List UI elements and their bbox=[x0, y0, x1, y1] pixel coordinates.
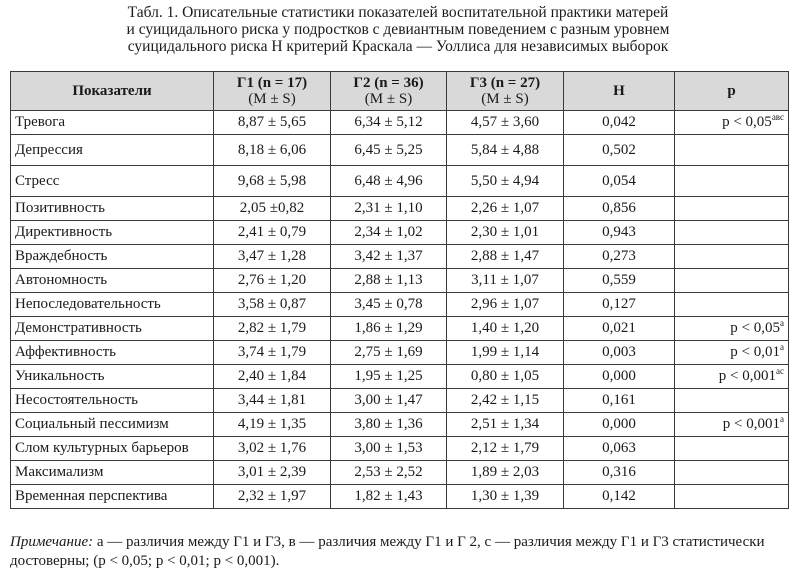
row-label: Враждебность bbox=[11, 245, 214, 269]
cell-p bbox=[675, 389, 789, 413]
row-label: Депрессия bbox=[11, 135, 214, 166]
header-g3 bbox=[447, 72, 564, 111]
table-row bbox=[11, 245, 789, 269]
cell-p bbox=[675, 197, 789, 221]
cell-g3: 0,80 ± 1,05 bbox=[447, 365, 564, 389]
cell-p bbox=[675, 365, 789, 389]
p-superscript: авс bbox=[771, 112, 784, 122]
cell-g2: 2,34 ± 1,02 bbox=[331, 221, 447, 245]
row-label: Социальный пессимизм bbox=[11, 413, 214, 437]
header-g1-ms: (M ± S) bbox=[248, 91, 296, 107]
cell-h: 0,003 bbox=[564, 341, 675, 365]
cell-p bbox=[675, 293, 789, 317]
cell-g1: 2,32 ± 1,97 bbox=[214, 485, 331, 509]
cell-h: 0,142 bbox=[564, 485, 675, 509]
cell-g3: 1,89 ± 2,03 bbox=[447, 461, 564, 485]
cell-p bbox=[675, 245, 789, 269]
cell-g1: 9,68 ± 5,98 bbox=[214, 166, 331, 197]
row-label: Уникальность bbox=[11, 365, 214, 389]
cell-g1: 3,44 ± 1,81 bbox=[214, 389, 331, 413]
cell-h: 0,127 bbox=[564, 293, 675, 317]
cell-g3: 4,57 ± 3,60 bbox=[447, 111, 564, 135]
header-g2-ms: (M ± S) bbox=[364, 91, 413, 107]
cell-h: 0,161 bbox=[564, 389, 675, 413]
cell-g1: 8,18 ± 6,06 bbox=[214, 135, 331, 166]
cell-g2: 6,48 ± 4,96 bbox=[331, 166, 447, 197]
cell-g3: 1,99 ± 1,14 bbox=[447, 341, 564, 365]
row-label: Демонстративность bbox=[11, 317, 214, 341]
row-label: Аффективность bbox=[11, 341, 214, 365]
header-g3-ms: (M ± S) bbox=[481, 91, 529, 107]
table-row bbox=[11, 269, 789, 293]
cell-h: 0,000 bbox=[564, 413, 675, 437]
header-indicator: Показатели bbox=[11, 72, 214, 111]
cell-p bbox=[675, 269, 789, 293]
cell-g1: 2,76 ± 1,20 bbox=[214, 269, 331, 293]
cell-g1: 4,19 ± 1,35 bbox=[214, 413, 331, 437]
table-header-row bbox=[11, 72, 789, 111]
cell-g2: 3,00 ± 1,47 bbox=[331, 389, 447, 413]
cell-g1: 3,01 ± 2,39 bbox=[214, 461, 331, 485]
cell-h: 0,021 bbox=[564, 317, 675, 341]
table-row bbox=[11, 389, 789, 413]
caption-line-1: Табл. 1. Описательные статистики показателей воспитательной практики матерей bbox=[127, 4, 669, 21]
cell-g2: 1,86 ± 1,29 bbox=[331, 317, 447, 341]
cell-h: 0,502 bbox=[564, 135, 675, 166]
cell-g1: 2,40 ± 1,84 bbox=[214, 365, 331, 389]
cell-p bbox=[675, 437, 789, 461]
cell-g2: 2,88 ± 1,13 bbox=[331, 269, 447, 293]
p-value: p < 0,001 bbox=[722, 416, 780, 432]
cell-g3: 2,42 ± 1,15 bbox=[447, 389, 564, 413]
cell-h: 0,316 bbox=[564, 461, 675, 485]
cell-g1: 3,58 ± 0,87 bbox=[214, 293, 331, 317]
cell-g2: 2,53 ± 2,52 bbox=[331, 461, 447, 485]
cell-g1: 3,02 ± 1,76 bbox=[214, 437, 331, 461]
cell-g1: 8,87 ± 5,65 bbox=[214, 111, 331, 135]
cell-g2: 6,45 ± 5,25 bbox=[331, 135, 447, 166]
table-row bbox=[11, 485, 789, 509]
cell-g3: 2,88 ± 1,47 bbox=[447, 245, 564, 269]
cell-h: 0,856 bbox=[564, 197, 675, 221]
row-label: Временная перспектива bbox=[11, 485, 214, 509]
row-label: Директивность bbox=[11, 221, 214, 245]
cell-g1: 2,05 ±0,82 bbox=[214, 197, 331, 221]
cell-p bbox=[675, 341, 789, 365]
cell-g2: 6,34 ± 5,12 bbox=[331, 111, 447, 135]
table-row bbox=[11, 221, 789, 245]
table-row bbox=[11, 135, 789, 166]
cell-g2: 1,95 ± 1,25 bbox=[331, 365, 447, 389]
cell-g3: 1,30 ± 1,39 bbox=[447, 485, 564, 509]
row-label: Позитивность bbox=[11, 197, 214, 221]
cell-h: 0,054 bbox=[564, 166, 675, 197]
cell-g1: 3,47 ± 1,28 bbox=[214, 245, 331, 269]
cell-h: 0,063 bbox=[564, 437, 675, 461]
row-label: Непоследовательность bbox=[11, 293, 214, 317]
cell-p bbox=[675, 166, 789, 197]
row-label: Максимализм bbox=[11, 461, 214, 485]
cell-h: 0,559 bbox=[564, 269, 675, 293]
cell-g2: 3,45 ± 0,78 bbox=[331, 293, 447, 317]
caption-line-2: и суицидального риска у подростков с девиантным поведением с разным уровнем bbox=[126, 21, 670, 38]
cell-h: 0,943 bbox=[564, 221, 675, 245]
table-row bbox=[11, 111, 789, 135]
cell-g3: 2,12 ± 1,79 bbox=[447, 437, 564, 461]
cell-g3: 2,96 ± 1,07 bbox=[447, 293, 564, 317]
header-g1-label: Г1 (n = 17) bbox=[236, 75, 308, 91]
table-body bbox=[11, 111, 789, 509]
cell-p bbox=[675, 413, 789, 437]
cell-g2: 3,00 ± 1,53 bbox=[331, 437, 447, 461]
p-superscript: а bbox=[780, 414, 784, 424]
cell-g2: 2,75 ± 1,69 bbox=[331, 341, 447, 365]
header-g2-label: Г2 (n = 36) bbox=[353, 75, 424, 91]
cell-g2: 2,31 ± 1,10 bbox=[331, 197, 447, 221]
row-label: Автономность bbox=[11, 269, 214, 293]
cell-g1: 2,41 ± 0,79 bbox=[214, 221, 331, 245]
p-value: p < 0,05 bbox=[730, 320, 780, 336]
header-p: p bbox=[675, 72, 789, 111]
table-row bbox=[11, 413, 789, 437]
header-g2 bbox=[331, 72, 447, 111]
p-value: p < 0,001 bbox=[718, 368, 776, 384]
cell-g1: 2,82 ± 1,79 bbox=[214, 317, 331, 341]
cell-p bbox=[675, 485, 789, 509]
cell-p bbox=[675, 111, 789, 135]
table-note bbox=[10, 533, 790, 571]
p-superscript: ас bbox=[776, 366, 784, 376]
table-row bbox=[11, 461, 789, 485]
cell-h: 0,042 bbox=[564, 111, 675, 135]
cell-h: 0,000 bbox=[564, 365, 675, 389]
cell-p bbox=[675, 221, 789, 245]
table-row bbox=[11, 317, 789, 341]
row-label: Стресс bbox=[11, 166, 214, 197]
p-superscript: а bbox=[780, 342, 784, 352]
header-g1 bbox=[214, 72, 331, 111]
cell-p bbox=[675, 135, 789, 166]
table-row bbox=[11, 166, 789, 197]
table-row bbox=[11, 365, 789, 389]
cell-g3: 2,30 ± 1,01 bbox=[447, 221, 564, 245]
cell-g2: 3,42 ± 1,37 bbox=[331, 245, 447, 269]
cell-g3: 5,84 ± 4,88 bbox=[447, 135, 564, 166]
table-row bbox=[11, 293, 789, 317]
cell-g3: 1,40 ± 1,20 bbox=[447, 317, 564, 341]
table-row bbox=[11, 437, 789, 461]
caption-line-3: суицидального риска Н критерий Краскала — Уоллиса для независимых выборок bbox=[127, 38, 669, 55]
p-value: p < 0,05 bbox=[722, 114, 772, 130]
note-label: Примечание: bbox=[10, 534, 94, 550]
cell-g2: 3,80 ± 1,36 bbox=[331, 413, 447, 437]
cell-g3: 2,26 ± 1,07 bbox=[447, 197, 564, 221]
header-g3-label: Г3 (n = 27) bbox=[469, 75, 541, 91]
cell-p bbox=[675, 461, 789, 485]
p-value: p < 0,01 bbox=[730, 344, 780, 360]
table-row bbox=[11, 197, 789, 221]
note-text: а — различия между Г1 и Г3, в — различия между Г1 и Г 2, с — различия между Г1 и Г3 статистически достоверны; (р < 0,05; р < 0,01; р < 0,001). bbox=[10, 534, 765, 569]
p-superscript: а bbox=[780, 318, 784, 328]
table-caption bbox=[0, 4, 796, 55]
cell-g1: 3,74 ± 1,79 bbox=[214, 341, 331, 365]
cell-g3: 2,51 ± 1,34 bbox=[447, 413, 564, 437]
row-label: Несостоятельность bbox=[11, 389, 214, 413]
statistics-table bbox=[10, 71, 789, 509]
cell-g2: 1,82 ± 1,43 bbox=[331, 485, 447, 509]
cell-h: 0,273 bbox=[564, 245, 675, 269]
row-label: Тревога bbox=[11, 111, 214, 135]
header-h: H bbox=[564, 72, 675, 111]
row-label: Слом культурных барьеров bbox=[11, 437, 214, 461]
cell-g3: 3,11 ± 1,07 bbox=[447, 269, 564, 293]
cell-g3: 5,50 ± 4,94 bbox=[447, 166, 564, 197]
cell-p bbox=[675, 317, 789, 341]
table-row bbox=[11, 341, 789, 365]
